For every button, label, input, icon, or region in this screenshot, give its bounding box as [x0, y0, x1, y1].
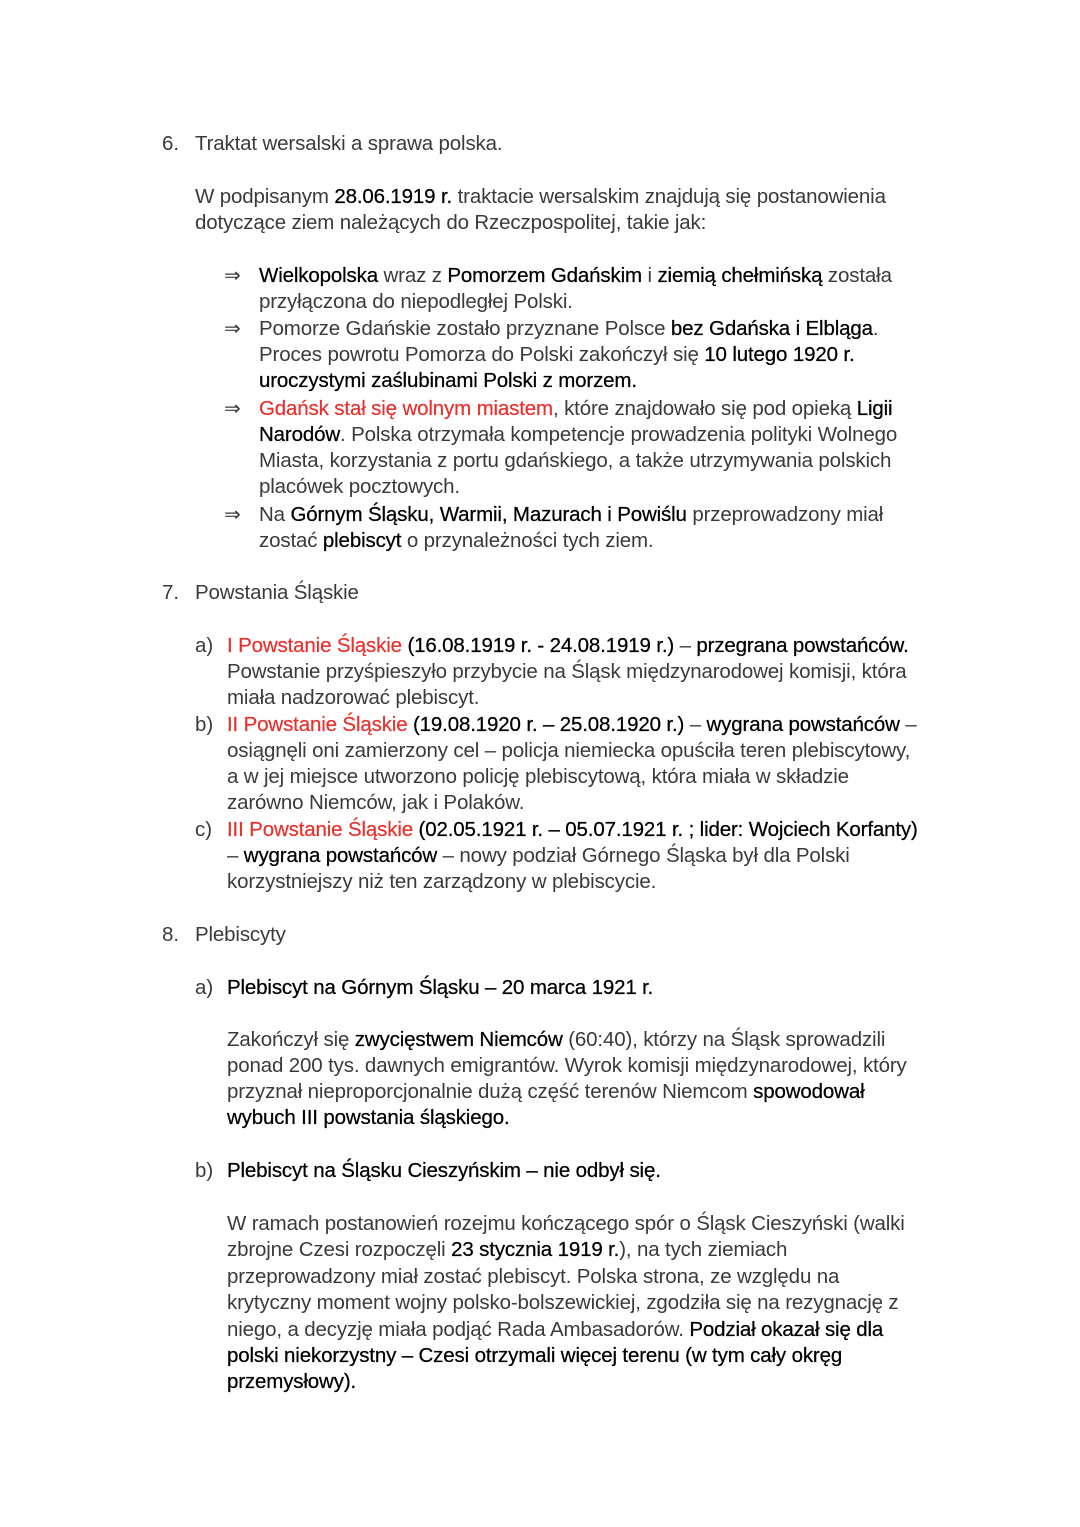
arrow-bullet-icon: ⇒ [224, 265, 241, 287]
text-run: W ramach postanowień rozejmu kończącego spór o Śląsk Cieszyński (walki [227, 1212, 905, 1235]
bullet-line [259, 474, 460, 500]
bullet-line [259, 448, 891, 474]
text-run: . Polska otrzymała kompetencje prowadzenia polityki Wolnego [340, 423, 898, 446]
uprising-line [227, 685, 479, 711]
text-run: W podpisanym [195, 185, 335, 208]
text-run: placówek pocztowych. [259, 475, 460, 498]
bold-text: Narodów [259, 423, 340, 446]
highlighted-text: Gdańsk stał się wolnym miastem [259, 397, 553, 420]
text-run: przyłączona do niepodległej Polski. [259, 290, 573, 313]
section-7-title: Powstania Śląskie [195, 581, 359, 604]
highlighted-text: I Powstanie Śląskie [227, 634, 402, 657]
section-8-title: Plebiscyty [195, 923, 286, 946]
bold-text: Ligii [856, 397, 893, 420]
bold-text: ziemią chełmińską [657, 264, 823, 287]
plebiscite-heading: Plebiscyt na Górnym Śląsku – 20 marca 1921 r. [227, 976, 654, 999]
text-run: korzystniejszy niż ten zarządzony w plebiscycie. [227, 870, 657, 893]
list-marker: a) [195, 634, 214, 657]
text-run: Proces powrotu Pomorza do Polski zakończył się [259, 343, 705, 366]
uprising-line [227, 764, 849, 790]
bullet-line [259, 342, 855, 368]
bold-text: zwycięstwem Niemców [354, 1028, 563, 1051]
bold-text: Górnym Śląsku, Warmii, Mazurach i Powiślu [290, 503, 687, 526]
bullet-line [259, 396, 892, 422]
text-run: – [674, 634, 697, 657]
uprising-line [227, 817, 918, 843]
text-run: krytyczny moment wojny polsko-bolszewickiej, zgodziła się na rezygnację z [227, 1291, 899, 1314]
list-marker: a) [195, 976, 214, 999]
plebiscite-line [227, 1317, 883, 1343]
bold-text: (16.08.1919 r. - 24.08.1919 r.) [401, 634, 675, 657]
plebiscite-line [227, 1343, 842, 1369]
bullet-line [259, 316, 878, 342]
text-run: , które znajdowało się pod opieką [552, 397, 857, 420]
text-run: Pomorze Gdańskie zostało przyznane Polsce [259, 317, 671, 340]
text-run: została [822, 264, 892, 287]
bold-text: polski niekorzystny – Czesi otrzymali więcej terenu (w tym cały okręg [227, 1344, 843, 1367]
uprising-line [227, 712, 917, 738]
bold-text: spowodował [753, 1080, 865, 1103]
uprising-line [227, 633, 909, 659]
bullet-line [259, 263, 892, 289]
bullet-line [259, 528, 653, 554]
text-run: zostać [259, 529, 323, 552]
bold-text: przemysłowy). [227, 1370, 357, 1393]
text-run: przeprowadzony miał [686, 503, 884, 526]
bullet-line [259, 289, 573, 315]
bold-text: przegrana powstańców. [696, 634, 909, 657]
bold-text: 23 stycznia 1919 r. [451, 1238, 620, 1261]
plebiscite-line [227, 1290, 899, 1316]
text-run: przeprowadzony miał zostać plebiscyt. Polska strona, ze względu na [227, 1265, 840, 1288]
text-run: wraz z [377, 264, 448, 287]
uprising-line [227, 790, 524, 816]
plebiscite-line [227, 1237, 787, 1263]
text-run: a w jej miejsce utworzono policję plebiscytową, która miała w składzie [227, 765, 849, 788]
plebiscite-line [227, 1211, 905, 1237]
plebiscite-line [227, 1264, 839, 1290]
section-6-intro-line [195, 210, 706, 236]
text-run: Zakończył się [227, 1028, 355, 1051]
uprising-line [227, 843, 850, 869]
text-run: . [872, 317, 879, 340]
text-run: i [641, 264, 658, 287]
highlighted-text: III Powstanie Śląskie [227, 818, 413, 841]
plebiscite-heading: Plebiscyt na Śląsku Cieszyńskim – nie odbył się. [227, 1159, 661, 1182]
bullet-line [259, 422, 897, 448]
text-run: (60:40), którzy na Śląsk sprowadzili [562, 1028, 886, 1051]
uprising-line [227, 659, 907, 685]
text-run: miała nadzorować plebiscyt. [227, 686, 480, 709]
text-run: zarówno Niemców, jak i Polaków. [227, 791, 525, 814]
bold-text: Wielkopolska [259, 264, 378, 287]
text-run: Na [259, 503, 291, 526]
bold-text: wygrana powstańców [706, 713, 900, 736]
bold-text: bez Gdańska i Elbląga [670, 317, 873, 340]
text-run: – [899, 713, 917, 736]
arrow-bullet-icon: ⇒ [224, 398, 241, 420]
text-run: ), na tych ziemiach [619, 1238, 788, 1261]
bullet-line [259, 502, 883, 528]
uprising-line [227, 738, 910, 764]
plebiscite-line [227, 1105, 510, 1131]
bold-text: (19.08.1920 r. – 25.08.1920 r.) [407, 713, 685, 736]
text-run: Miasta, korzystania z portu gdańskiego, a także utrzymywania polskich [259, 449, 892, 472]
bold-text: Podział okazał się dla [689, 1318, 884, 1341]
section-8-number: 8. [162, 923, 180, 946]
text-run: traktacie wersalskim znajdują się postanowienia [452, 185, 886, 208]
bold-text: plebiscyt [322, 529, 402, 552]
section-7-number: 7. [162, 581, 180, 604]
list-marker: c) [195, 818, 213, 841]
bold-text: Pomorzem Gdańskim [447, 264, 642, 287]
text-run: przyznał nieproporcjonalnie dużą część terenów Niemcom [227, 1080, 754, 1103]
list-marker: b) [195, 713, 214, 736]
plebiscite-line [227, 1053, 907, 1079]
text-run: dotyczące ziem należących do Rzeczpospolitej, takie jak: [195, 211, 707, 234]
plebiscite-line [227, 1369, 356, 1395]
arrow-bullet-icon: ⇒ [224, 318, 241, 340]
bold-text: wygrana powstańców [243, 844, 438, 867]
highlighted-text: II Powstanie Śląskie [227, 713, 408, 736]
list-marker: b) [195, 1159, 214, 1182]
text-run: – [684, 713, 707, 736]
text-run: ponad 200 tys. dawnych emigrantów. Wyrok komisji międzynarodowej, który [227, 1054, 907, 1077]
arrow-bullet-icon: ⇒ [224, 504, 241, 526]
bullet-line [259, 368, 637, 394]
text-run: Powstanie przyśpieszyło przybycie na Śląsk międzynarodowej komisji, która [227, 660, 907, 683]
text-run: o przynależności tych ziem. [401, 529, 654, 552]
section-6-intro-line [195, 184, 886, 210]
bold-text: wybuch III powstania śląskiego. [227, 1106, 510, 1129]
bold-text: uroczystymi zaślubinami Polski z morzem. [259, 369, 637, 392]
plebiscite-line [227, 1079, 864, 1105]
plebiscite-line [227, 1027, 885, 1053]
section-6-title: Traktat wersalski a sprawa polska. [195, 132, 503, 155]
text-run: niego, a decyzję miała podjąć Rada Ambasadorów. [227, 1318, 690, 1341]
text-run: – [227, 844, 244, 867]
text-run: – nowy podział Górnego Śląska był dla Polski [437, 844, 850, 867]
bold-text: 10 lutego 1920 r. [704, 343, 855, 366]
section-6-number: 6. [162, 132, 180, 155]
text-run: osiągnęli oni zamierzony cel – policja niemiecka opuściła teren plebiscytowy, [227, 739, 911, 762]
bold-text: (02.05.1921 r. – 05.07.1921 r. ; lider: Wojciech Korfanty) [413, 818, 918, 841]
uprising-line [227, 869, 656, 895]
text-run: zbrojne Czesi rozpoczęli [227, 1238, 452, 1261]
bold-text: 28.06.1919 r. [334, 185, 453, 208]
